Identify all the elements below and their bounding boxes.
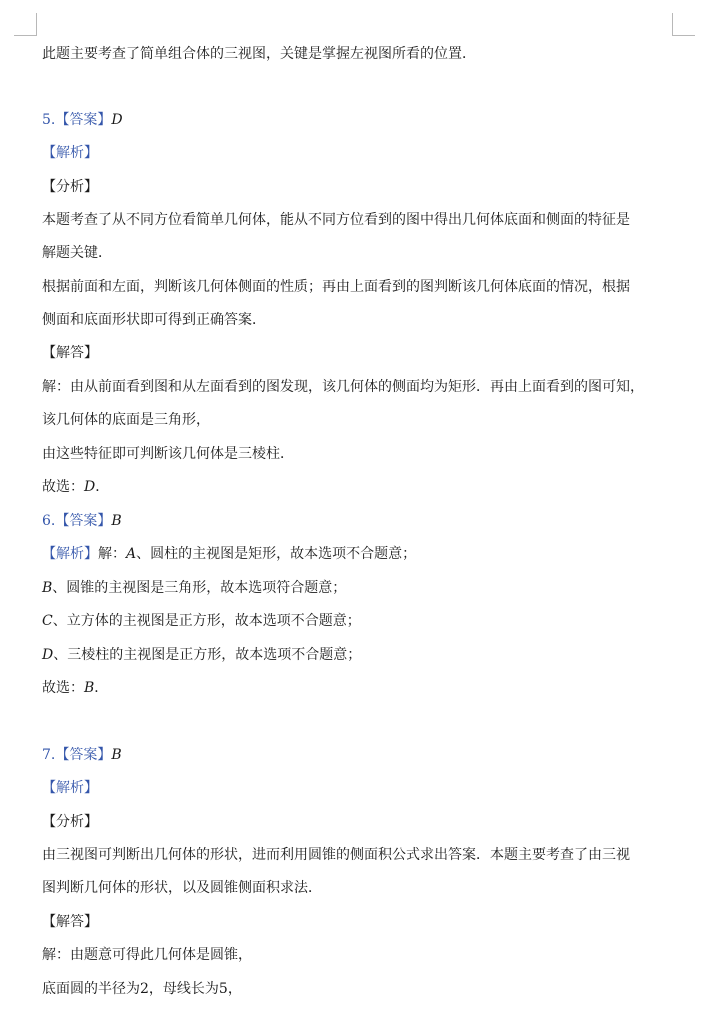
q6-jiexi-line <box>42 544 416 564</box>
page-corner-mark-left <box>14 13 37 36</box>
q6-option-c-letter: C <box>42 613 53 629</box>
q7-jieda-label: 【解答】 <box>42 914 98 930</box>
q6-option-b-text: 、圆锥的主视图是三角形，故本选项符合题意； <box>52 580 347 596</box>
q6-select-line <box>42 678 108 698</box>
q6-option-c-text: 、立方体的主视图是正方形，故本选项不合题意； <box>52 613 361 629</box>
q5-fenxi-label: 【分析】 <box>42 179 98 195</box>
q6-option-b-line <box>42 578 346 598</box>
q6-answer-value: B <box>111 513 122 529</box>
q6-option-d-letter: D <box>42 647 54 663</box>
q7-answer-label: 【答案】 <box>55 747 112 763</box>
q5-jieda-text: 该几何体的底面是三角形， <box>42 412 210 428</box>
q7-jieda-text-part: ，母线长为 <box>148 981 219 997</box>
q5-jieda-text: 解：由从前面看到图和从左面看到的图发现，该几何体的侧面均为矩形．再由上面看到的图可知， <box>42 379 644 395</box>
q6-option-a-text: 、圆柱的主视图是矩形，故本选项不合题意； <box>136 546 417 562</box>
q5-fenxi-text: 侧面和底面形状即可得到正确答案． <box>42 312 266 328</box>
q5-select-prefix: 故选： <box>42 479 84 495</box>
q5-select-suffix: ． <box>95 479 110 495</box>
q6-option-b-letter: B <box>42 580 53 596</box>
q7-answer-value: B <box>111 747 122 763</box>
q6-jiexi-prefix: 解： <box>98 546 126 562</box>
q7-jieda-text-part: 底面圆的半径为 <box>42 981 140 997</box>
paragraph-line: 此题主要考查了简单组合体的三视图，关键是掌握左视图所看的位置． <box>42 46 476 62</box>
q5-select-value: D <box>84 479 96 495</box>
q6-answer-label: 【答案】 <box>55 513 112 529</box>
q7-answer-line <box>42 745 122 765</box>
q7-jiexi-label: 【解析】 <box>42 780 98 796</box>
q7-number: 7. <box>42 747 56 763</box>
page-corner-mark-right <box>672 13 695 36</box>
q5-fenxi-text: 解题关键． <box>42 245 112 261</box>
q5-jiexi-label: 【解析】 <box>42 145 98 161</box>
q5-jieda-text: 由这些特征即可判断该几何体是三棱柱． <box>42 446 294 462</box>
q5-answer-label: 【答案】 <box>55 112 112 128</box>
q6-select-value: B <box>84 680 95 696</box>
q6-jiexi-label: 【解析】 <box>42 546 98 562</box>
q6-number: 6. <box>42 513 56 529</box>
q6-answer-line <box>42 511 122 531</box>
q5-fenxi-text: 根据前面和左面，判断该几何体侧面的性质；再由上面看到的图判断该几何体底面的情况，根据 <box>42 279 630 295</box>
q7-slant-value: 5 <box>218 981 228 997</box>
q7-fenxi-text: 由三视图可判断出几何体的形状，进而利用圆锥的侧面积公式求出答案．本题主要考查了由三视 <box>42 847 630 863</box>
q6-option-a-letter: A <box>126 546 137 562</box>
q7-fenxi-text: 图判断几何体的形状，以及圆锥侧面积求法． <box>42 880 322 896</box>
q5-jieda-label: 【解答】 <box>42 345 98 361</box>
q5-select-line <box>42 477 109 497</box>
q7-jieda-text: 解：由题意可得此几何体是圆锥， <box>42 947 252 963</box>
q7-jieda-text <box>42 979 242 999</box>
q6-option-d-text: 、三棱柱的主视图是正方形，故本选项不合题意； <box>53 647 362 663</box>
q7-jieda-text-part: ， <box>227 981 242 997</box>
q6-option-d-line <box>42 645 361 665</box>
q5-answer-line <box>42 110 123 130</box>
q5-number: 5. <box>42 112 56 128</box>
q5-fenxi-text: 本题考查了从不同方位看简单几何体，能从不同方位看到的图中得出几何体底面和侧面的特征是 <box>42 212 630 228</box>
q6-select-suffix: ． <box>94 680 109 696</box>
q5-answer-value: D <box>111 112 123 128</box>
q7-radius-value: 2 <box>140 981 149 997</box>
q6-option-c-line <box>42 611 361 631</box>
q6-select-prefix: 故选： <box>42 680 84 696</box>
q7-fenxi-label: 【分析】 <box>42 814 98 830</box>
